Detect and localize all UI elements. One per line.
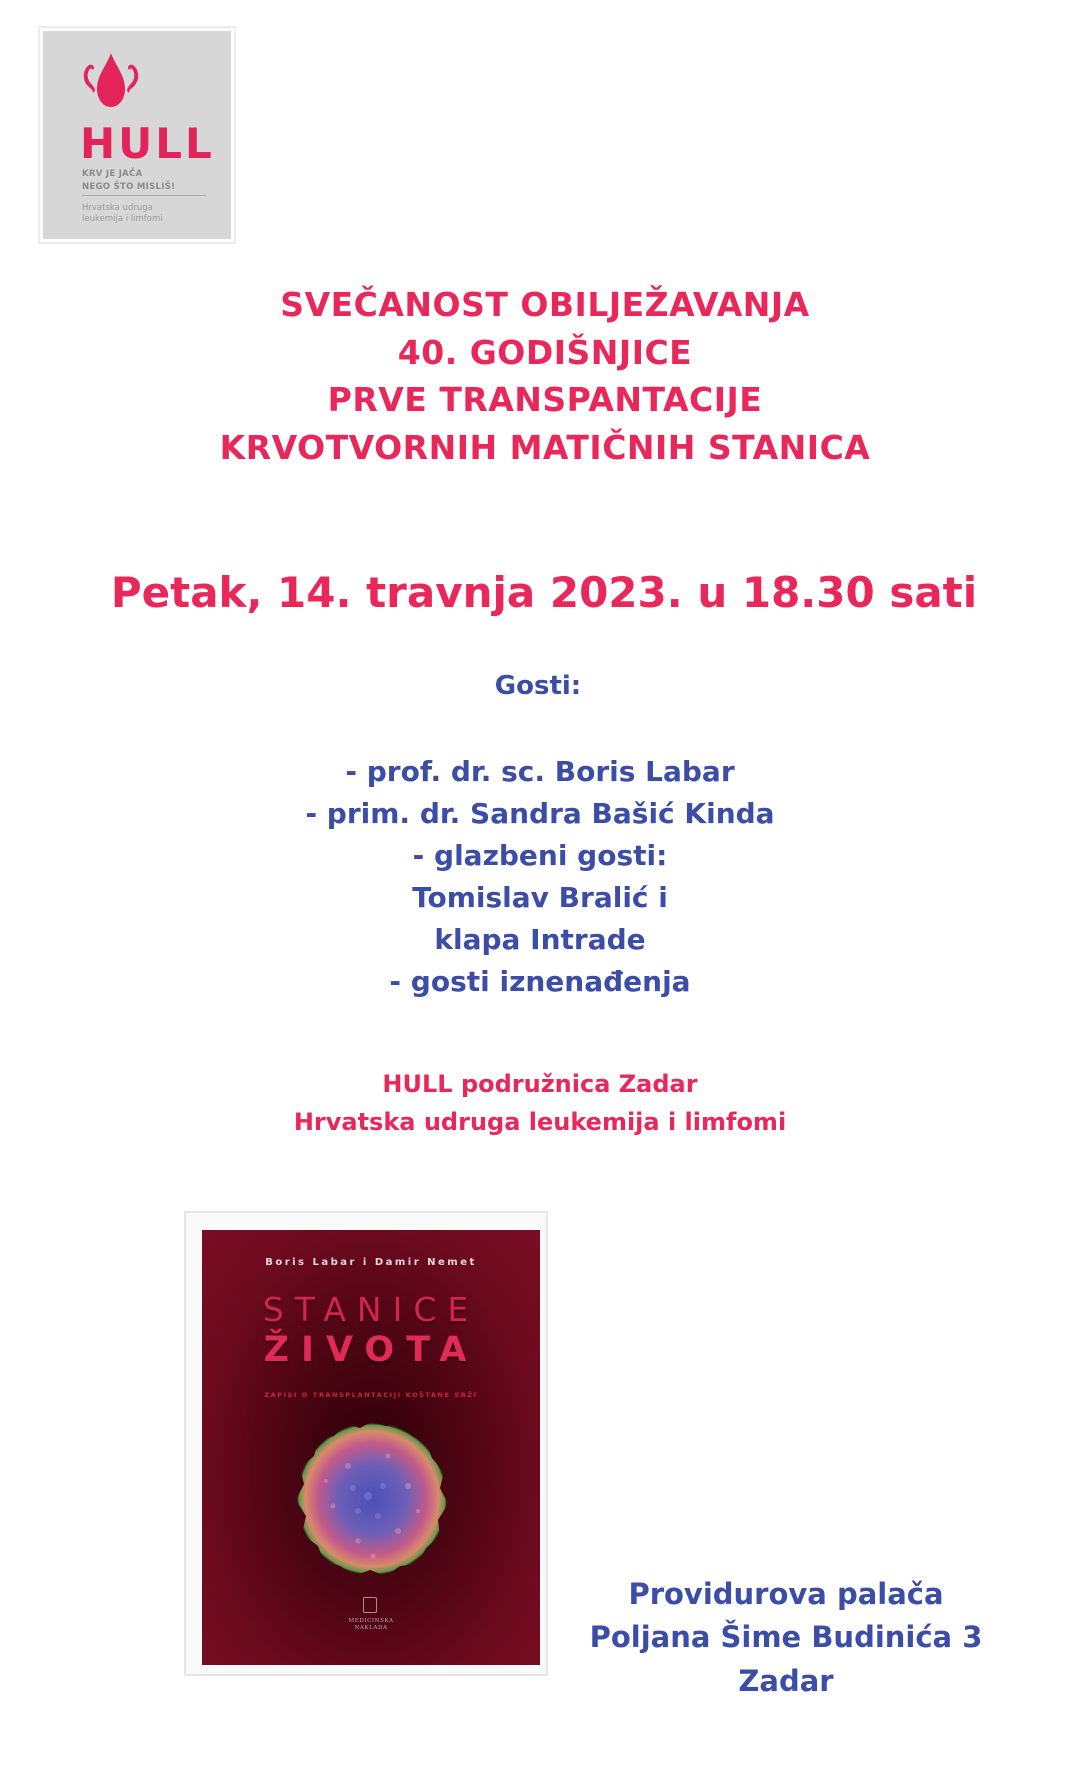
logo-org-name (82, 203, 163, 225)
logo-tagline-line: KRV JE JAČA (82, 169, 143, 179)
title-line: KRVOTVORNIH MATIČNIH STANICA (219, 428, 871, 467)
venue-line: Poljana Šime Budinića 3 (589, 1620, 983, 1654)
organizer-line: Hrvatska udruga leukemija i limfomi (293, 1108, 787, 1136)
logo-divider (82, 195, 206, 196)
logo-background (43, 31, 231, 239)
venue-line: Zadar (738, 1664, 834, 1698)
book-publisher (202, 1618, 540, 1632)
book-cover (202, 1230, 540, 1665)
book-subtitle: ZAPISI O TRANSPLANTACIJI KOŠTANE SRŽI (264, 1391, 478, 1399)
book-authors: Boris Labar i Damir Nemet (265, 1257, 477, 1268)
publisher-logo-icon (363, 1597, 377, 1613)
hull-logo (38, 26, 236, 244)
title-line: PRVE TRANSPANTACIJE (327, 380, 763, 419)
guest-line: - prim. dr. Sandra Bašić Kinda (305, 797, 775, 830)
publisher-line: MEDICINSKA (348, 1618, 394, 1624)
stem-cell-image-icon (288, 1416, 454, 1582)
logo-wordmark: HULL (80, 119, 215, 168)
organizer-line: HULL podružnica Zadar (382, 1070, 698, 1098)
venue-line: Providurova palača (628, 1577, 944, 1611)
guest-line: - glazbeni gosti: (412, 839, 668, 872)
book-title-line: ŽIVOTA (263, 1330, 479, 1370)
guest-line: - prof. dr. sc. Boris Labar (345, 755, 735, 788)
blood-drop-icon (79, 51, 143, 113)
logo-org-line: leukemija i limfomi (82, 214, 163, 224)
guests-heading: Gosti: (494, 671, 582, 701)
title-line: 40. GODIŠNJICE (397, 333, 693, 372)
logo-tagline-line: NEGO ŠTO MISLIŠ! (82, 182, 176, 192)
guest-line: klapa Intrade (434, 923, 646, 956)
guest-line: - gosti iznenađenja (389, 965, 691, 998)
book-title-line: STANICE (262, 1290, 480, 1329)
book-cover-image (184, 1211, 548, 1676)
logo-tagline (82, 168, 175, 194)
title-line: SVEČANOST OBILJEŽAVANJA (280, 285, 810, 324)
event-date-time: Petak, 14. travnja 2023. u 18.30 sati (110, 568, 978, 617)
guest-line: Tomislav Bralić i (412, 881, 668, 914)
logo-org-line: Hrvatska udruga (82, 203, 153, 213)
publisher-line: NAKLADA (354, 1625, 388, 1631)
